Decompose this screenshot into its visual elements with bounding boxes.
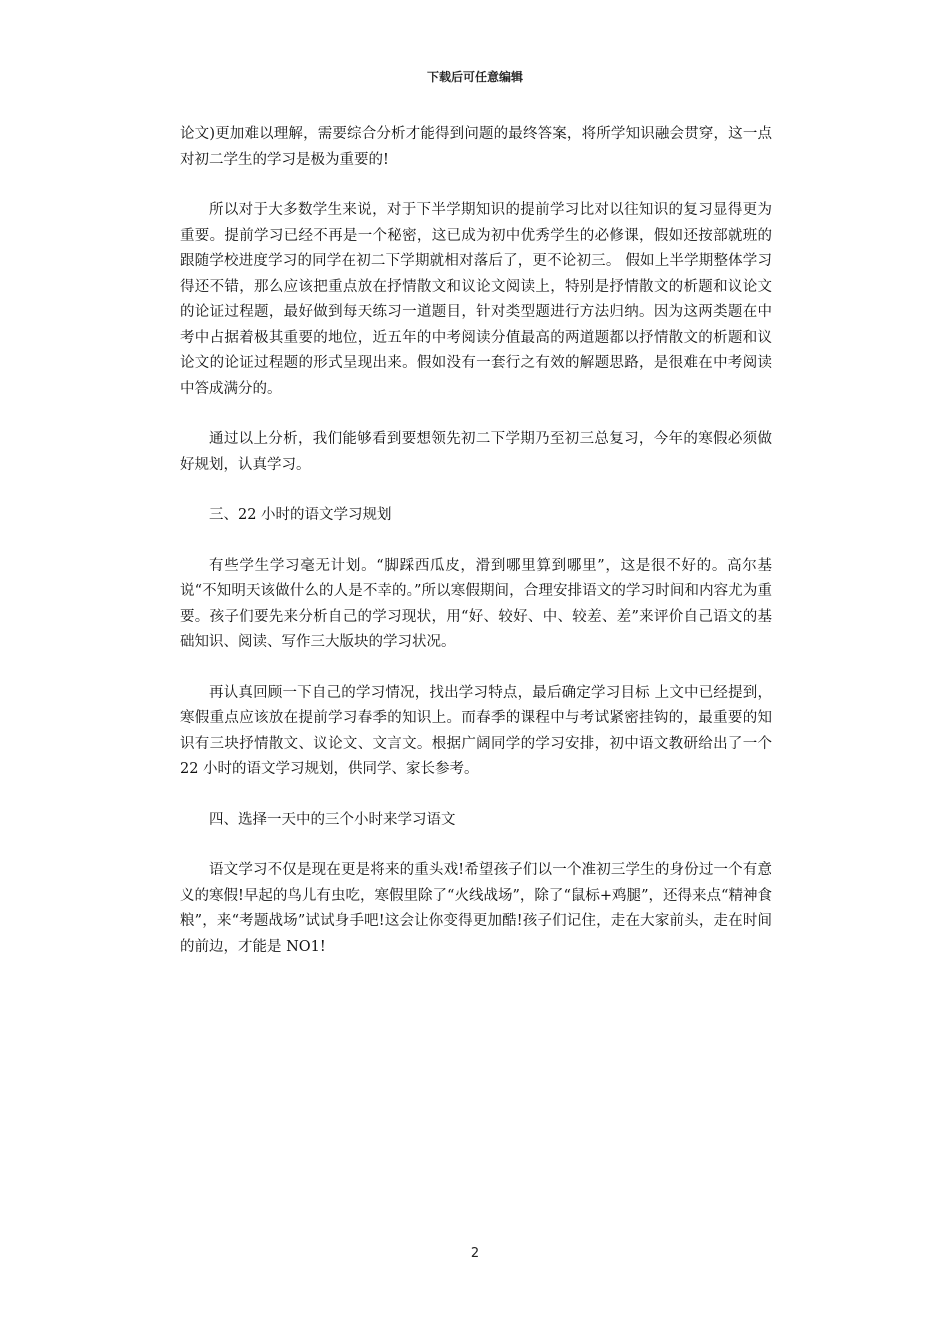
- paragraph-advance-study: 所以对于大多数学生来说，对于下半学期知识的提前学习比对以往知识的复习显得更为重要。提前学习已经不再是一个秘密，这已成为初中优秀学生的必修课，假如还按部就班的跟随学校进度学习的同学在初二下学期就相对落后了，更不论初三。 假如上半学期整体学习得还不错，那么应该把重点放在抒情散文和议论文阅读上，特别是抒情散文的析题和议论文的论证过程题，最好做到每天练习一道题目，针对类型题进行方法归纳。因为这两类题在中考中占据着极其重要的地位，近五年的中考阅读分值最高的两道题都以抒情散文的析题和议论文的论证过程题的形式呈现出来。假如没有一套行之有效的解题思路，是很难在中考阅读中答成满分的。: [180, 202, 772, 397]
- page-header: 下载后可任意编辑: [426, 70, 523, 84]
- paragraph-review: 再认真回顾一下自己的学习情况，找出学习特点，最后确定学习目标 上文中已经提到，寒假重点应该放在提前学习春季的知识上。而春季的课程中与考试紧密挂钩的，最重要的知识有三块抒情散文、议论文、文言文。根据广阔同学的学习安排，初中语文教研给出了一个22 小时的语文学习规划，供同学、家长参考。: [180, 684, 772, 777]
- page-number: 2: [470, 1246, 480, 1261]
- paragraph-conclusion: 语文学习不仅是现在更是将来的重头戏!希望孩子们以一个准初三学生的身份过一个有意义的寒假!早起的鸟儿有虫吃，寒假里除了“火线战场”，除了“鼠标+鸡腿”，还得来点“精神食粮”，来“考题战场”试试身手吧!这会让你变得更加酷!孩子们记住，走在大家前头，走在时间的前边，才能是 NO1!: [180, 862, 772, 955]
- paragraph-analysis-summary: 通过以上分析，我们能够看到要想领先初二下学期乃至初三总复习，今年的寒假必须做好规划，认真学习。: [180, 431, 772, 473]
- paragraph-continuation: 论文)更加难以理解，需要综合分析才能得到问题的最终答案，将所学知识融会贯穿，这一点对初二学生的学习是极为重要的!: [180, 126, 772, 168]
- document-body: [180, 122, 772, 985]
- paragraph-study-plan: 有些学生学习毫无计划。“脚踩西瓜皮，滑到哪里算到哪里”，这是很不好的。高尔基说“不知明天该做什么的人是不幸的。”所以寒假期间，合理安排语文的学习时间和内容尤为重要。孩子们要先来分析自己的学习现状，用“好、较好、中、较差、差”来评价自己语文的基础知识、阅读、写作三大版块的学习状况。: [180, 557, 772, 650]
- section-heading-four: 四、选择一天中的三个小时来学习语文: [209, 811, 456, 828]
- section-heading-three: 三、22 小时的语文学习规划: [209, 507, 392, 523]
